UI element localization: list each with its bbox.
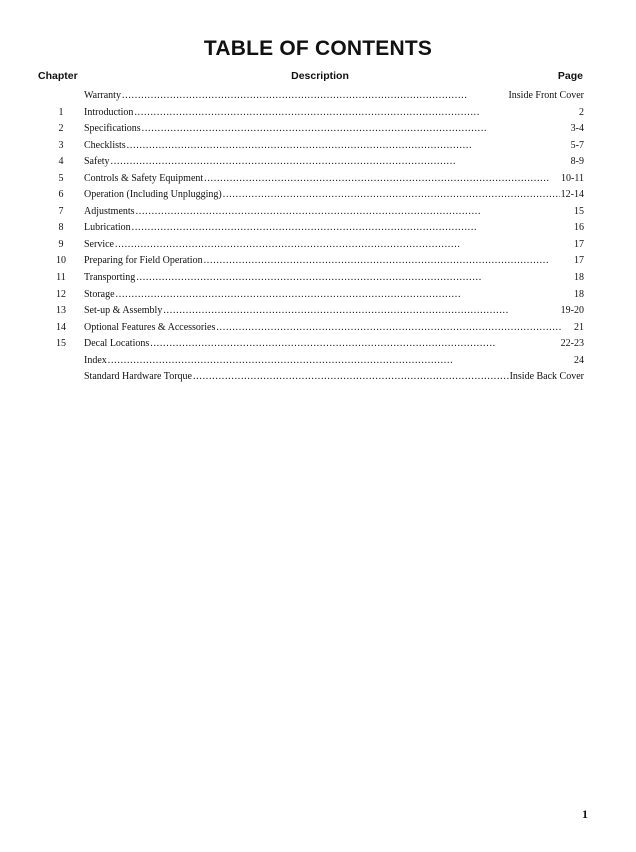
toc-entry [84, 353, 584, 370]
entry-page: 21 [574, 321, 584, 333]
chapter-number: 15 [56, 338, 66, 350]
toc-entry [84, 154, 584, 171]
toc-entry [84, 105, 584, 122]
toc-entry [84, 270, 584, 287]
chapter-number: 1 [58, 106, 64, 118]
entry-description: Service [84, 238, 114, 250]
page-column-header: Page [557, 70, 583, 82]
entry-page: 18 [574, 288, 584, 300]
entry-page: 16 [574, 222, 584, 234]
dot-leader [193, 369, 509, 386]
dot-leader [223, 187, 560, 204]
page-title: TABLE OF CONTENTS [203, 37, 433, 60]
toc-entry [84, 187, 584, 204]
toc-entry [84, 320, 584, 337]
toc-row [38, 270, 584, 287]
entry-page: 10-11 [561, 172, 584, 184]
entry-description: Operation (Including Unplugging) [84, 189, 222, 201]
entry-description: Standard Hardware Torque [84, 371, 192, 383]
entry-description: Controls & Safety Equipment [84, 172, 204, 184]
chapter-number: 7 [58, 205, 64, 217]
toc-row [38, 353, 584, 370]
entry-page: 22-23 [560, 338, 584, 350]
chapter-number: 5 [58, 172, 64, 184]
toc-entry [84, 369, 584, 386]
toc-row [38, 237, 584, 254]
dot-leader [115, 237, 573, 254]
entry-page: 3-4 [570, 123, 584, 135]
chapter-number: 13 [56, 305, 66, 317]
toc-row [38, 336, 584, 353]
entry-page: 5-7 [570, 139, 584, 151]
entry-description: Optional Features & Accessories [84, 321, 216, 333]
entry-page: 12-14 [560, 189, 584, 201]
entry-description: Preparing for Field Operation [84, 255, 203, 267]
entry-page: 17 [574, 255, 584, 267]
entry-description: Checklists [84, 139, 126, 151]
chapter-number: 3 [58, 139, 64, 151]
toc-entry [84, 204, 584, 221]
toc-entry [84, 171, 584, 188]
dot-leader [116, 287, 573, 304]
chapter-number: 10 [56, 255, 66, 267]
toc-row [38, 88, 584, 105]
dot-leader [142, 121, 570, 138]
entry-page: 8-9 [570, 156, 584, 168]
toc-row [38, 121, 584, 138]
dot-leader [136, 204, 573, 221]
entry-description: Specifications [84, 123, 141, 135]
toc-row [38, 287, 584, 304]
entry-page: 24 [574, 354, 584, 366]
entry-description: Safety [84, 156, 110, 168]
toc-list [38, 88, 584, 386]
chapter-column-header: Chapter [38, 70, 78, 82]
entry-description: Introduction [84, 106, 134, 118]
dot-leader [134, 105, 578, 122]
dot-leader [127, 138, 570, 155]
toc-row [38, 154, 584, 171]
toc-entry [84, 88, 584, 105]
toc-row [38, 253, 584, 270]
toc-entry [84, 253, 584, 270]
entry-page: Inside Back Cover [509, 371, 584, 383]
toc-entry [84, 237, 584, 254]
entry-description: Warranty [84, 90, 121, 101]
entry-page: 15 [574, 205, 584, 217]
chapter-number: 8 [58, 222, 64, 234]
dot-leader [204, 253, 573, 270]
chapter-number: 12 [56, 288, 66, 300]
dot-leader [122, 88, 508, 105]
dot-leader [108, 353, 573, 370]
entry-page: 19-20 [560, 305, 584, 317]
toc-entry [84, 336, 584, 353]
description-column-header: Description [291, 70, 349, 82]
chapter-number: 9 [58, 238, 64, 250]
chapter-number: 6 [58, 189, 64, 201]
toc-row [38, 369, 584, 386]
entry-description: Adjustments [84, 205, 135, 217]
toc-row [38, 171, 584, 188]
toc-row [38, 320, 584, 337]
entry-description: Index [84, 354, 107, 366]
toc-entry [84, 287, 584, 304]
chapter-number: 11 [56, 272, 66, 284]
entry-page: 17 [574, 238, 584, 250]
entry-description: Storage [84, 288, 115, 300]
toc-entry [84, 220, 584, 237]
dot-leader [150, 336, 559, 353]
chapter-number: 4 [58, 156, 64, 168]
chapter-number: 2 [58, 123, 64, 135]
toc-row [38, 105, 584, 122]
dot-leader [216, 320, 573, 337]
toc-row [38, 220, 584, 237]
chapter-number: 14 [56, 321, 66, 333]
toc-row [38, 187, 584, 204]
entry-description: Decal Locations [84, 338, 150, 350]
toc-entry [84, 121, 584, 138]
entry-page: 18 [574, 272, 584, 284]
entry-description: Lubrication [84, 222, 131, 234]
toc-entry [84, 303, 584, 320]
entry-description: Set-up & Assembly [84, 305, 163, 317]
page-number: 1 [582, 807, 588, 821]
dot-leader [136, 270, 573, 287]
entry-description: Transporting [84, 272, 136, 284]
dot-leader [132, 220, 573, 237]
dot-leader [111, 154, 570, 171]
toc-row [38, 204, 584, 221]
toc-row [38, 138, 584, 155]
toc-entry [84, 138, 584, 155]
dot-leader [204, 171, 560, 188]
entry-page: Inside Front Cover [508, 90, 584, 101]
entry-page: 2 [579, 106, 584, 118]
dot-leader [163, 303, 559, 320]
toc-row [38, 303, 584, 320]
